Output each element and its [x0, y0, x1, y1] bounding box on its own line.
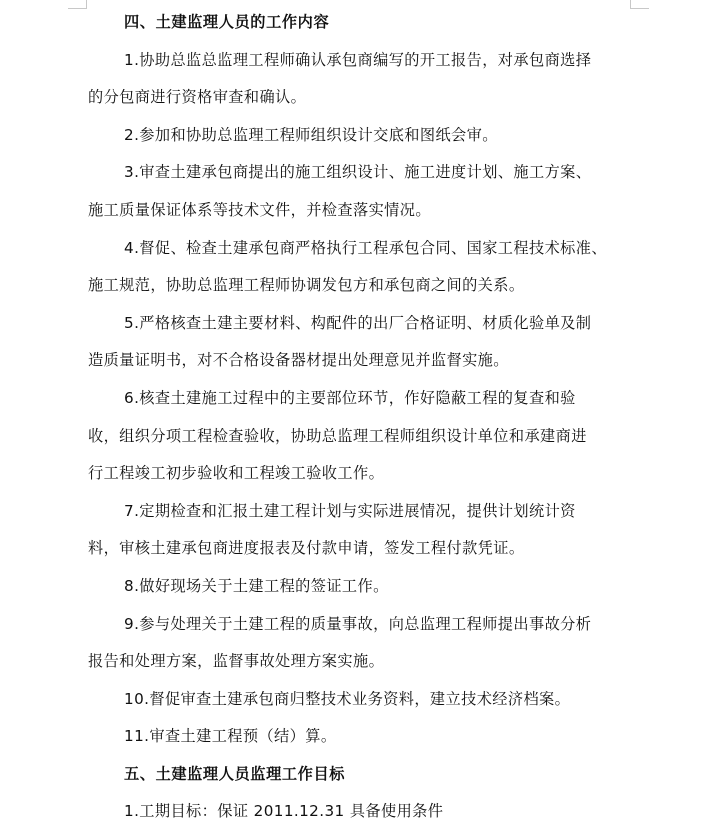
list-item [88, 117, 633, 155]
paragraph-line: 料，审核土建承包商进度报表及付款申请，签发工程付款凭证。 [88, 539, 525, 558]
paragraph-line: 8.做好现场关于土建工程的签证工作。 [124, 576, 389, 595]
section-heading: 四、土建监理人员的工作内容 [124, 13, 330, 31]
list-item [88, 568, 633, 606]
paragraph-line: 6.核查土建施工过程中的主要部位环节，作好隐蔽工程的复查和验 [124, 388, 576, 407]
list-item [88, 793, 633, 831]
paragraph-line: 施工规范，协助总监理工程师协调发包方和承包商之间的关系。 [88, 276, 525, 295]
paragraph-line: 施工质量保证体系等技术文件，并检查落实情况。 [88, 200, 431, 219]
paragraph-line: 10.督促审查土建承包商归整技术业务资料，建立技术经济档案。 [124, 689, 571, 708]
paragraph-line: 11.审查土建工程预（结）算。 [124, 727, 337, 746]
list-item [88, 154, 633, 229]
paragraph-line: 2.参加和协助总监理工程师组织设计交底和图纸会审。 [124, 125, 498, 144]
paragraph-line: 9.参与处理关于土建工程的质量事故，向总监理工程师提出事故分析 [124, 614, 592, 633]
paragraph-line: 5.严格核查土建主要材料、构配件的出厂合格证明、材质化验单及制 [124, 313, 592, 332]
document-body [88, 4, 633, 831]
paragraph-line: 的分包商进行资格审查和确认。 [88, 88, 307, 107]
paragraph-line: 3.审查土建承包商提出的施工组织设计、施工进度计划、施工方案、 [124, 163, 592, 182]
paragraph-line: 造质量证明书，对不合格设备器材提出处理意见并监督实施。 [88, 351, 509, 370]
list-item [88, 606, 633, 681]
crop-mark-left [68, 0, 87, 9]
paragraph-line: 行工程竣工初步验收和工程竣工验收工作。 [88, 464, 385, 483]
paragraph-line: 7.定期检查和汇报土建工程计划与实际进展情况，提供计划统计资 [124, 501, 576, 520]
list-item [88, 493, 633, 568]
list-item [88, 230, 633, 305]
paragraph-line: 收，组织分项工程检查验收，协助总监理工程师组织设计单位和承建商进 [88, 426, 587, 445]
section-heading: 五、土建监理人员监理工作目标 [124, 764, 346, 783]
paragraph-line: 报告和处理方案，监督事故处理方案实施。 [88, 652, 385, 671]
list-item [88, 305, 633, 380]
list-item [88, 42, 633, 117]
list-item [88, 718, 633, 756]
list-item [88, 681, 633, 719]
paragraph-line: 4.督促、检查土建承包商严格执行工程承包合同、国家工程技术标准、 [124, 238, 607, 257]
list-item [88, 380, 633, 493]
paragraph-line: 1.协助总监总监理工程师确认承包商编写的开工报告，对承包商选择 [124, 50, 592, 69]
paragraph-line: 1.工期目标：保证 2011.12.31 具备使用条件 [124, 802, 444, 821]
